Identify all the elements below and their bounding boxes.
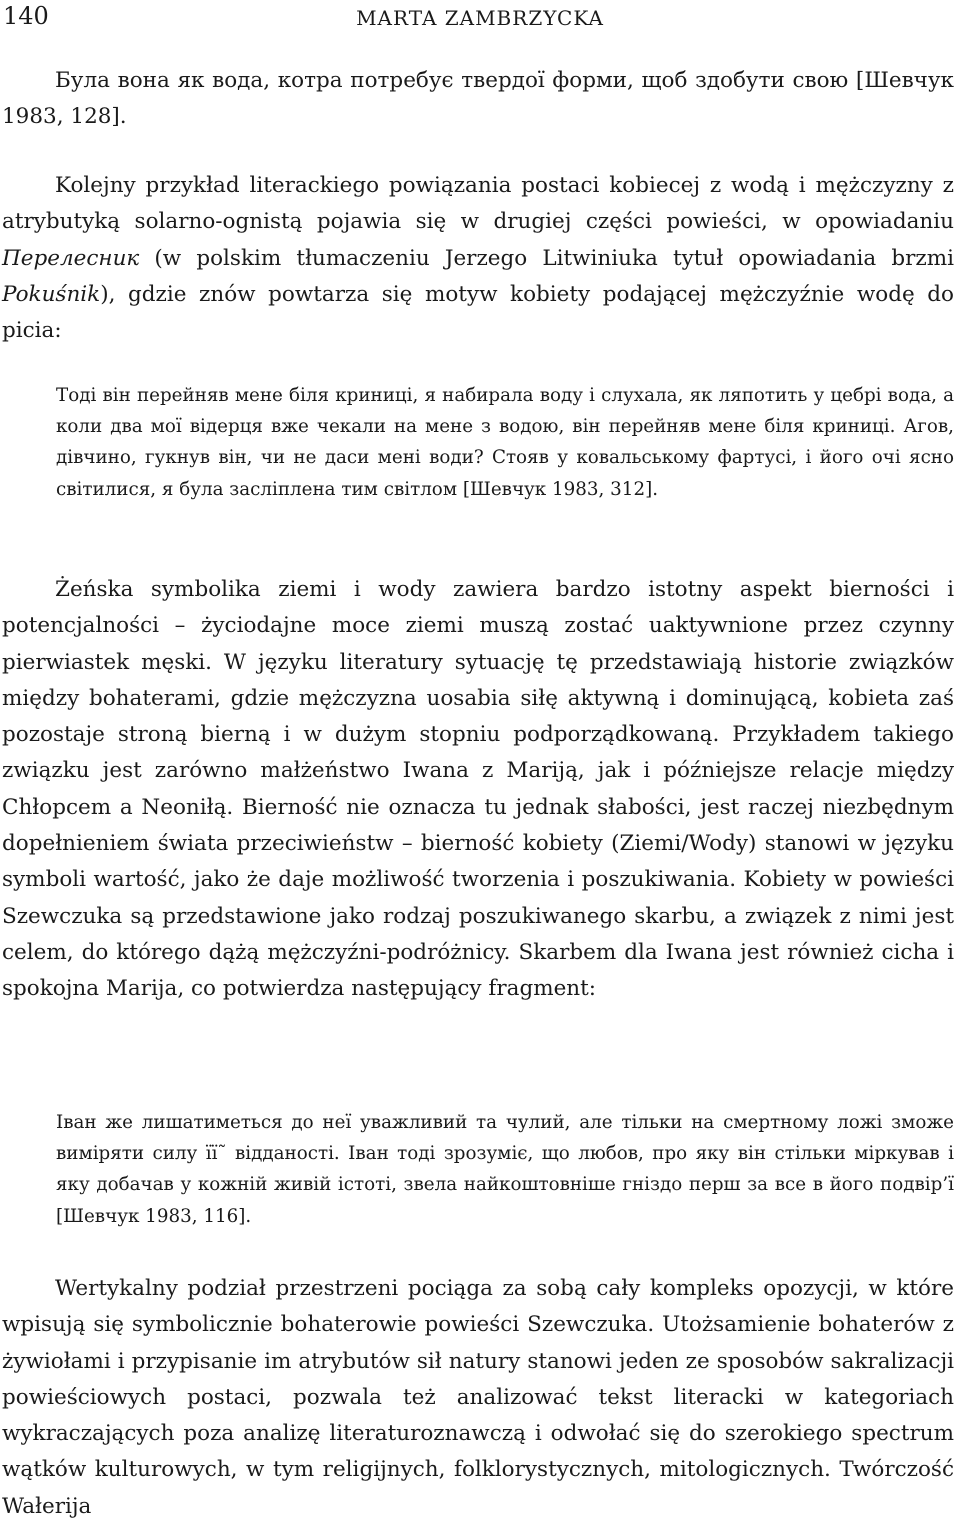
continued-quote: Була вона як вода, котра потребує твердої форми, щоб здобути свою [Шевчук 1983, 128]. <box>2 68 954 130</box>
story-title-polish: Pokuśnik <box>2 281 101 307</box>
paragraph-1-text-b: (w polskim tłumaczeniu Jerzego Litwiniuka tytuł opowiadania brzmi <box>139 245 954 271</box>
paragraph-1-text-c: ), gdzie znów powtarza się motyw kobiety podającej mężczyźnie wodę do picia: <box>2 281 954 344</box>
story-title-ukrainian: Перелесник <box>2 245 140 271</box>
paragraph-2: Żeńska symbolika ziemi i wody zawiera bardzo istotny aspekt bierności i potencjalności – życiodajne moce ziemi muszą zostać uaktywnione przez czynny pierwiastek męski. W języku literatury sytuację tę przedstawiają historie związków między bohaterami, gdzie mężczyzna uosabia siłę aktywną i dominującą, kobieta zaś pozostaje stroną bierną i w dużym stopniu podporządkowaną. Przykładem takiego związku jest zarówno małżeństwo Iwana z Mariją, jak i późniejsze relacje między Chłopcem a Neoniłą. Bierność nie oznacza tu jednak słabości, jest raczej niezbędnym dopełnieniem świata przeciwieństw – bierność kobiety (Ziemi/Wody) stanowi w języku symboli wartość, jako że daje możliwość tworzenia i poszukiwania. Kobiety w powieści Szewczuka są przedstawione jako rodzaj poszukiwanego skarbu, a związek z nimi jest celem, do którego dążą mężczyźni-podróżnicy. Skarbem dla Iwana jest również cicha i spokojna Marija, co potwierdza następujący fragment: <box>2 577 954 1002</box>
block-quote-1: Тоді він перейняв мене біля криниці, я набирала воду і слухала, як ляпотить у цебрі вода, а коли два мої відерця вже чекали на мене з водою, він перейняв мене біля криниці. Агов, дівчино, гукнув він, чи не даси мені води? Стояв у ковальському фартусі, і його очі ясно світилися, я була засліплена тим світлом [Шевчук 1983, 312]. <box>56 385 954 500</box>
paragraph-1-text-a: Kolejny przykład literackiego powiązania postaci kobiecej z wodą i mężczyzny z atrybutyką solarno-ognistą pojawia się w drugiej części powieści, w opowiadaniu <box>2 173 954 235</box>
page-header <box>0 2 960 32</box>
running-head: MARTA ZAMBRZYCKA <box>356 6 604 30</box>
block-quote-2: Іван же лишатиметься до неї уважливий та чулий, але тільки на смертному ложі зможе виміряти силу її˜ відданості. Іван тоді зрозуміє, що любов, про яку він стільки міркував і яку добачав у кожній живій істоті, звела найкоштовніше гніздо перш за все в його подвір’ї [Шевчук 1983, 116]. <box>56 1112 954 1227</box>
paragraph-1 <box>2 168 954 349</box>
page-number: 140 <box>3 2 49 30</box>
paragraph-3: Wertykalny podział przestrzeni pociąga za sobą cały kompleks opozycji, w które wpisują się symbolicznie bohaterowie powieści Szewczuka. Utożsamienie bohaterów z żywiołami i przypisanie im atrybutów sił natury stanowi jeden ze sposobów sakralizacji powieściowych postaci, pozwala też analizować tekst literacki w kategoriach wykraczających poza analizę literaturoznawczą i odwołać się do szerokiego spectrum wątków kulturowych, w tym religijnych, folklorystycznych, mitologicznych. Twórczość Wałerija <box>2 1276 954 1519</box>
